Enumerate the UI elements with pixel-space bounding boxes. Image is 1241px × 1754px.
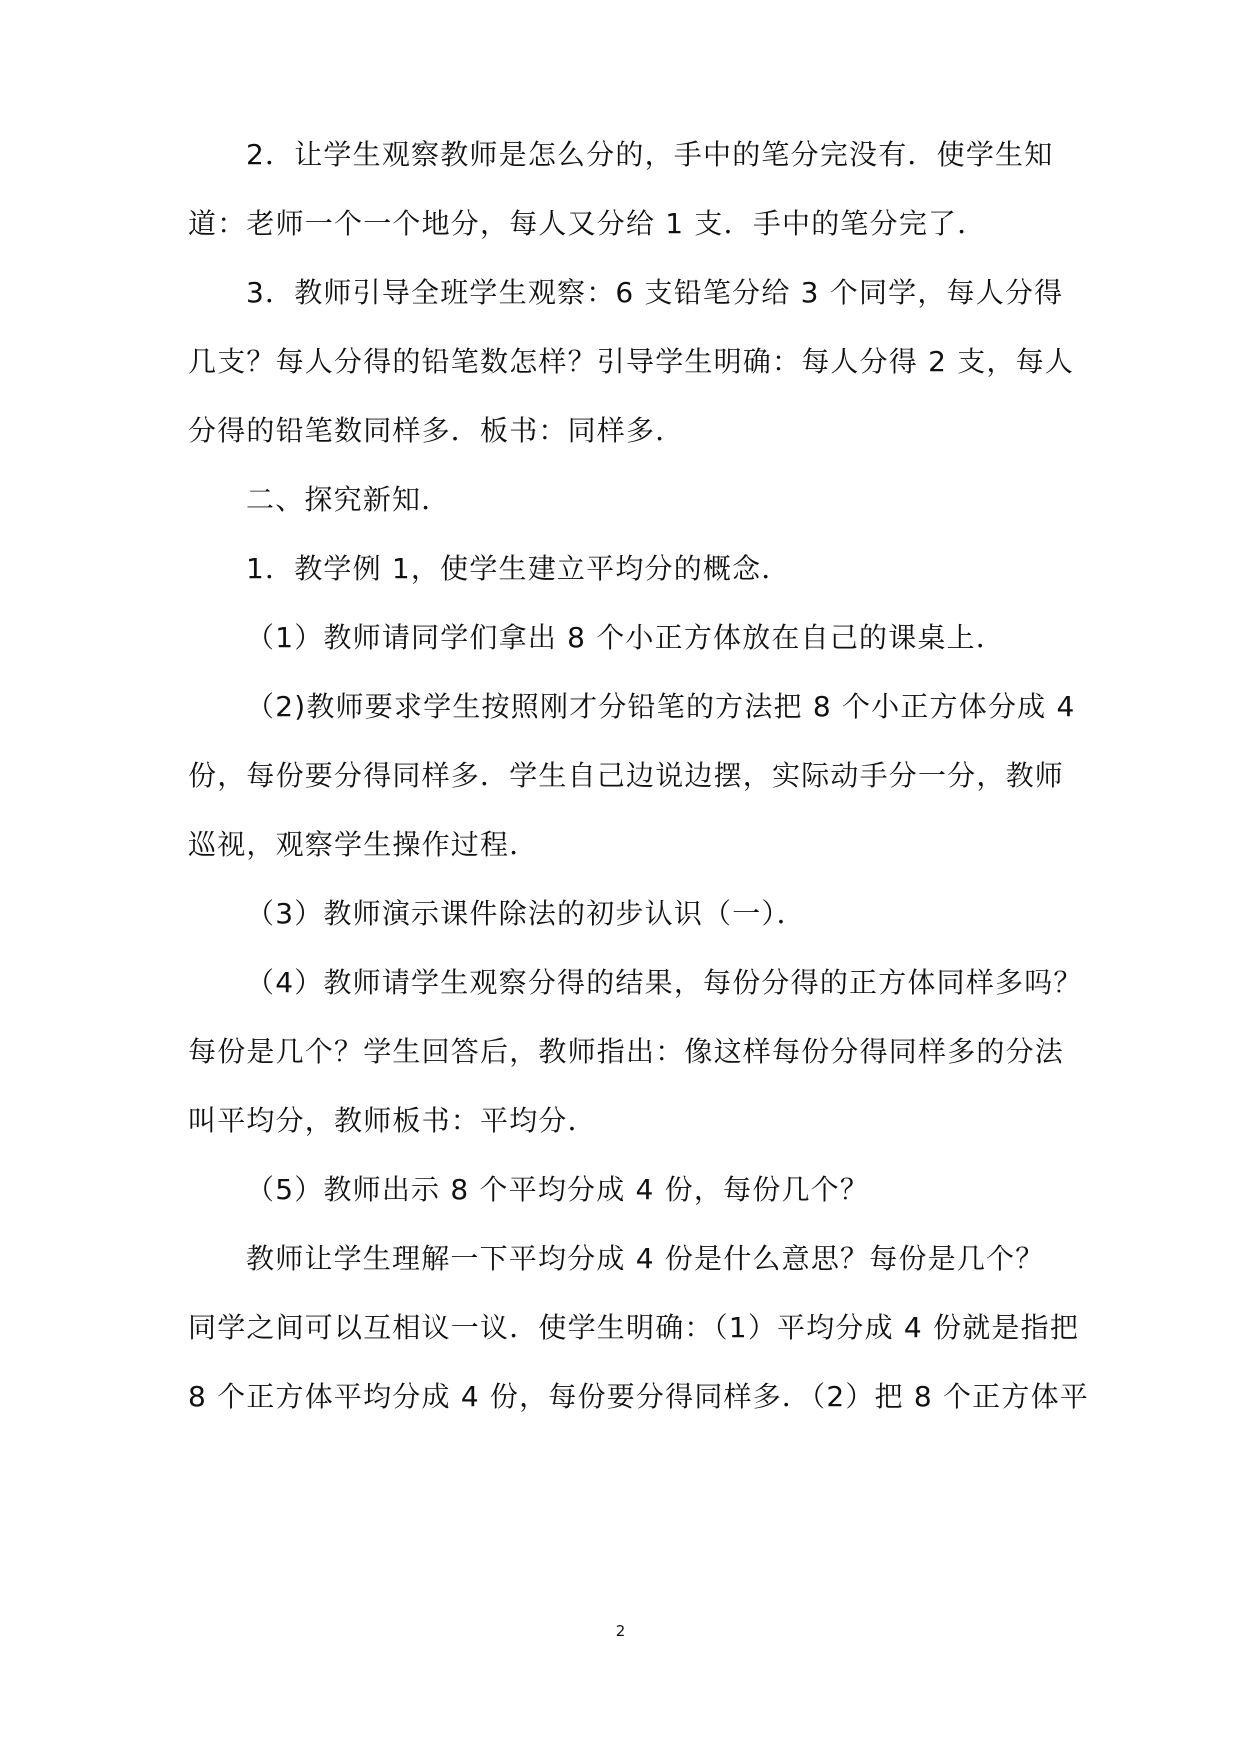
- text-line: （1）教师请同学们拿出 8 个小正方体放在自己的课桌上．: [246, 621, 1006, 654]
- text-line: 份，每份要分得同样多．学生自己边说边摆，实际动手分一分，教师: [188, 759, 1065, 792]
- text-line: （3）教师演示课件除法的初步认识（一）．: [246, 897, 806, 930]
- text-line: 1．教学例 1，使学生建立平均分的概念．: [246, 552, 791, 585]
- text-line: （5）教师出示 8 个平均分成 4 份，每份几个？: [246, 1173, 870, 1206]
- text-line: （4）教师请学生观察分得的结果，每份分得的正方体同样多吗？: [246, 966, 1083, 999]
- text-line: 2．让学生观察教师是怎么分的，手中的笔分完没有．使学生知: [246, 138, 1054, 171]
- text-line: 教师让学生理解一下平均分成 4 份是什么意思？每份是几个？: [246, 1242, 1045, 1275]
- text-line: 3．教师引导全班学生观察：6 支铅笔分给 3 个同学，每人分得: [246, 276, 1064, 309]
- text-line: 叫平均分，教师板书：平均分．: [188, 1104, 597, 1137]
- text-line: 8 个正方体平均分成 4 份，每份要分得同样多．（2）把 8 个正方体平: [188, 1380, 1089, 1413]
- text-line: 道：老师一个一个地分，每人又分给 1 支．手中的笔分完了．: [188, 207, 987, 240]
- page-number: 2: [615, 1622, 626, 1640]
- text-line: （2)教师要求学生按照刚才分铅笔的方法把 8 个小正方体分成 4: [246, 690, 1076, 723]
- section-heading: 二、探究新知．: [246, 483, 451, 516]
- text-line: 每份是几个？学生回答后，教师指出：像这样每份分得同样多的分法: [188, 1035, 1065, 1068]
- text-line: 分得的铅笔数同样多．板书：同样多．: [188, 414, 685, 447]
- text-line: 同学之间可以互相议一议．使学生明确：（1）平均分成 4 份就是指把: [188, 1311, 1080, 1344]
- text-line: 几支？每人分得的铅笔数怎样？引导学生明确：每人分得 2 支，每人: [188, 345, 1075, 378]
- text-line: 巡视，观察学生操作过程．: [188, 828, 539, 861]
